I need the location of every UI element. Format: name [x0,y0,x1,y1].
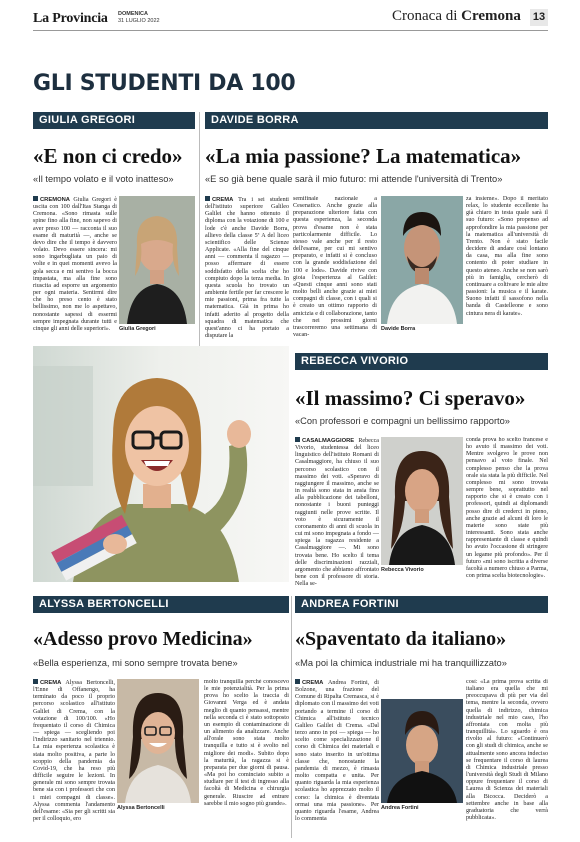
namebar-gregori: GIULIA GREGORI [33,112,195,129]
namebar-borra: DAVIDE BORRA [205,112,548,129]
headline-borra: «La mia passione? La matematica» [205,144,522,168]
quote-vivorio: «Con professori e compagni un bellissimo rapporto» [295,416,510,426]
headline-bertoncelli: «Adesso provo Medicina» [33,628,253,650]
section-title [392,8,521,25]
text-borra-c: za insieme». Dopo il meritato relax, lo studente eccellente ha già chiaro in testa quale sarà il suo futuro: «Sono propenso ad approfondire la mia passione per la matematica all'università di Trento. Non è stato facile decidere di andare così lontano da casa, ma alla fine sono contento di poter studiare in questo ateneo. Anche se non sarò più in famiglia, cercherò di continuare a coltivare le mie altre passioni: la musica e il karate. Suono infatti il sassofono nella banda di Castelleone e sono cintura nera di karate». [466,196,548,317]
body-gregori [33,196,117,350]
date: 31 LUGLIO 2022 [118,18,160,24]
body-bertoncelli-col1 [33,679,115,837]
day: DOMENICA [118,11,148,17]
caption-vivorio: Rebecca Vivorio [381,567,424,573]
portrait-gregori [119,196,195,324]
quote-gregori: «Il tempo volato e il voto inatteso» [33,174,174,184]
headline-fortini: «Spaventato da italiano» [295,628,507,650]
body-bertoncelli-col2 [204,679,289,837]
portrait-borra [381,196,463,324]
stock-photo-student [33,346,289,582]
text-borra-b: semifinale nazionale a Cesenatico. Anche grazie alla preparazione ulteriore fatta con questa esperienza, la seconda prova d'esame non è stata particolarmente difficile. Lo stesso vale anche per il resto dell'esame, per cui mi sentivo preparato, e infatti si è concluso con la grande soddisfazione del 100 e lode». Davide rivive con gioia l'esperienza al Galilei: «Questi cinque anni sono stati molto belli anche grazie ai miei compagni di classe, con i quali si è creato un ottimo rapporto di amicizia e di collaborazione, tanto che nei prossimi giorni trascorreremo una settimana di vacan- [293,196,377,338]
portrait-bertoncelli [117,679,199,803]
section-city: Cremona [461,8,521,24]
city-borra: CREMA [205,197,233,203]
text-fortini-a: Andrea Fortini, di Bolzone, una frazione del Comune di Ripalta Cremasca, si è diplomato con il massimo dei voti portando a termine il corso di Chimica all'istituto tecnico Galileo Galilei di Crema. «Dal terzo anno in poi — spiega — ho scelto come specializzazione il corso di Chimica dei materiali e sono stato inserito in un'ottima classe che, nonostante la pandemia di mezzo, è rimasta molto compatta e unita. Per quanto riguarda la mia esperienza scolastica ho apprezzato molto il corso: la chimica è diventata ormai una mia passione». Per quanto riguarda l'esame, Andrea lo commenta [295,680,379,822]
city-gregori: CREMONA [33,197,70,203]
quote-bertoncelli: «Bella esperienza, mi sono sempre trovata bene» [33,658,238,668]
column-divider [199,112,200,354]
namebar-fortini: ANDREA FORTINI [295,596,548,613]
photo-borra [381,196,463,324]
page-header [0,0,580,60]
section-prefix: Cronaca di [392,8,462,24]
text-borra-a: Tra i sei studenti dell'istituto superiore Galileo Galilei che hanno ottenuto il diploma con la votazione di 100 e lode c'è anche Davide Borra, allievo della classe 5ª A del liceo scientifico delle Scienze Applicate. «Alla fine del cinque anni — commenta il ragazzo — posso affermare di essere soddisfatto della scelta che ho compiuto dopo la terza media. In questa scuola ho trovato un ambiente fertile per far crescere le mie passioni, prima fra tutte la matematica. Già in prima ho infatti aderito al progetto della squadra di matematica che quest'anno ci ha portato a disputare la [205,197,289,339]
body-borra-col2 [293,196,377,350]
text-vivorio-b: conda prova ho scelto francese e ho avuto il massimo dei voti. Mentre svolgevo le prove non pensavo al voto finale. Nel complesso penso che la prova orale sia stata la più difficile. Nel complesso mi sono trovata sempre bene, soprattutto nel rapporto che si è creato con i professori, quindi ai diplomandi posso dire di crederci in pieno, anche grazie ad alcuni di loro le materie sono state più interessanti. Sono stata anche rappresentante di classe e quindi ho avuto l'occasione di stringere un legame più profondo». Per il futuro «mi sono iscritta a diverse facoltà a numero chiuso a Parma, con prima scelta biotecnologie». [466,437,548,579]
caption-bertoncelli: Alyssa Bertoncelli [117,805,165,811]
newspaper-logo: La Provincia [33,11,108,26]
dateline [118,11,160,25]
portrait-vivorio [381,437,463,565]
caption-borra: Davide Borra [381,326,416,332]
quote-borra: «E so già bene quale sarà il mio futuro: mi attende l'università di Trento» [205,174,503,184]
photo-gregori [119,196,195,324]
body-borra-col3 [466,196,548,350]
quote-fortini: «Ma poi la chimica industriale mi ha tranquillizzato» [295,658,507,668]
body-vivorio-col1 [295,437,379,587]
body-vivorio-col2 [466,437,548,587]
headline-gregori: «E non ci credo» [33,144,183,168]
portrait-fortini [381,699,463,803]
text-bertoncelli-a: Alyssa Bertoncelli, l'Enne di Offanengo, ha terminato da poco il proprio percorso scolastico all'istituto Galilei di Crema, con la votazione di 100/100. «Ho frequentato il corso di Chimica — spiega — scegliendo poi l'indirizzo sanitario nel triennio. La mia esperienza scolastica è stata molto positiva, a parte lo scoppio della pandemia da Covid-19, che ha reso più difficile seguire le lezioni. In generale mi sono sempre trovata bene sia con i professori che con i miei compagni di classe». Alyssa commenta l'andamento dell'esame: «Sia per gli scritti sia per il colloquio, ero [33,680,115,822]
photo-bertoncelli [117,679,199,803]
text-vivorio-a: Rebecca Vivorio, studentessa del liceo linguistico dell'istituto Romani di Casalmaggiore, ha chiuso il suo percorso scolastico con il massimo dei voti. «Speravo di raggiungere il massimo, anche se in realtà sono stata in ansia fino alla pubblicazione dei tabelloni, nonostante i buoni punteggi raggiunti nelle prove scritte. Il voto è sicuramente il coronamento di anni di scuola in cui mi sono impegnata a fondo — spiega la ragazza residente a Casalmaggiore —. Mi sono trovata bene. Ho scelto il tema delle discriminazioni razziali, argomento che abbiamo affrontato bene con il professore di storia. Nella se- [295,438,379,587]
page-number: 13 [530,9,548,26]
city-bertoncelli: CREMA [33,680,61,686]
text-fortini-b: così: «La prima prova scritta di italiano era quella che mi preoccupava di più per via del tema, mentre la seconda, ovvero quella di indirizzo, chimica industriale nel mio caso, l'ho affrontata con molta più tranquillità». Lo sguardo è ora rivolto al futuro: «Continuerò con gli studi di chimica, anche se attualmente sono ancora indeciso se frequentare il corso di laurea di Chimica industriale presso l'università degli Studi di Milano oppure frequentare il corso di Laurea di Scienza dei materiali alla Bicocca. Deciderò a settembre anche in base alla graduatoria che verrà pubblicata». [466,679,548,821]
caption-gregori: Giulia Gregori [119,326,156,332]
body-borra-col1 [205,196,289,350]
city-fortini: CREMA [295,680,323,686]
photo-vivorio [381,437,463,565]
body-fortini-col1 [295,679,379,837]
headline-vivorio: «Il massimo? Ci speravo» [295,386,526,410]
city-vivorio: CASALMAGGIORE [295,438,354,444]
column-divider-bottom [291,596,292,838]
namebar-vivorio: REBECCA VIVORIO [295,353,548,370]
photo-fortini [381,699,463,803]
illustration-happy-student [33,346,289,582]
namebar-bertoncelli: ALYSSA BERTONCELLI [33,596,289,613]
text-gregori: Giulia Gregori è uscita con 100 dall'Itas Stanga di Cremona. «Sono rimasta sulle spine fino alla fine, non sapevo di aver preso 100 — racconta il suo esame di maturità —, anche se devo dire che il tempo è davvero volato. Devo essere sincera: mi sono ingarbugliata un paio di volte e in quei momenti avevo la gola secca e mi sentivo la bocca impastata, ma alla fine sono riuscita ad esporre un argomento per ogni materia. Sentirmi dire che ho preso cento è stato bellissimo, non me lo aspettavo, nonostante sapessi di essermi sempre impegnata durante tutti e cinque gli anni delle superiori». [33,197,117,332]
body-fortini-col2 [466,679,548,837]
text-bertoncelli-b: molto tranquilla perché conoscevo le mie potenzialità. Per la prima prova ho scelto la traccia di Giovanni Verga ed è andata meglio di quanto pensassi, mentre nella seconda ci è stato sottoposto un esempio di contaminazione di un alimento da analizzare. Anche all'orale sono stata molto tranquilla e tutto si è svolto nel migliore dei modi». Subito dopo la maturità, la ragazza si è preparata per due giorni di pausa. «Ma poi ho cominciato subito a studiare per il test di ingresso alla facoltà di Medicina e chirurgia generale. Riuscire ad entrare sarebbe il mio sogno più grande». [204,679,289,807]
caption-fortini: Andrea Fortini [381,805,419,811]
header-rule [33,30,548,31]
main-title: GLI STUDENTI DA 100 [33,71,296,96]
